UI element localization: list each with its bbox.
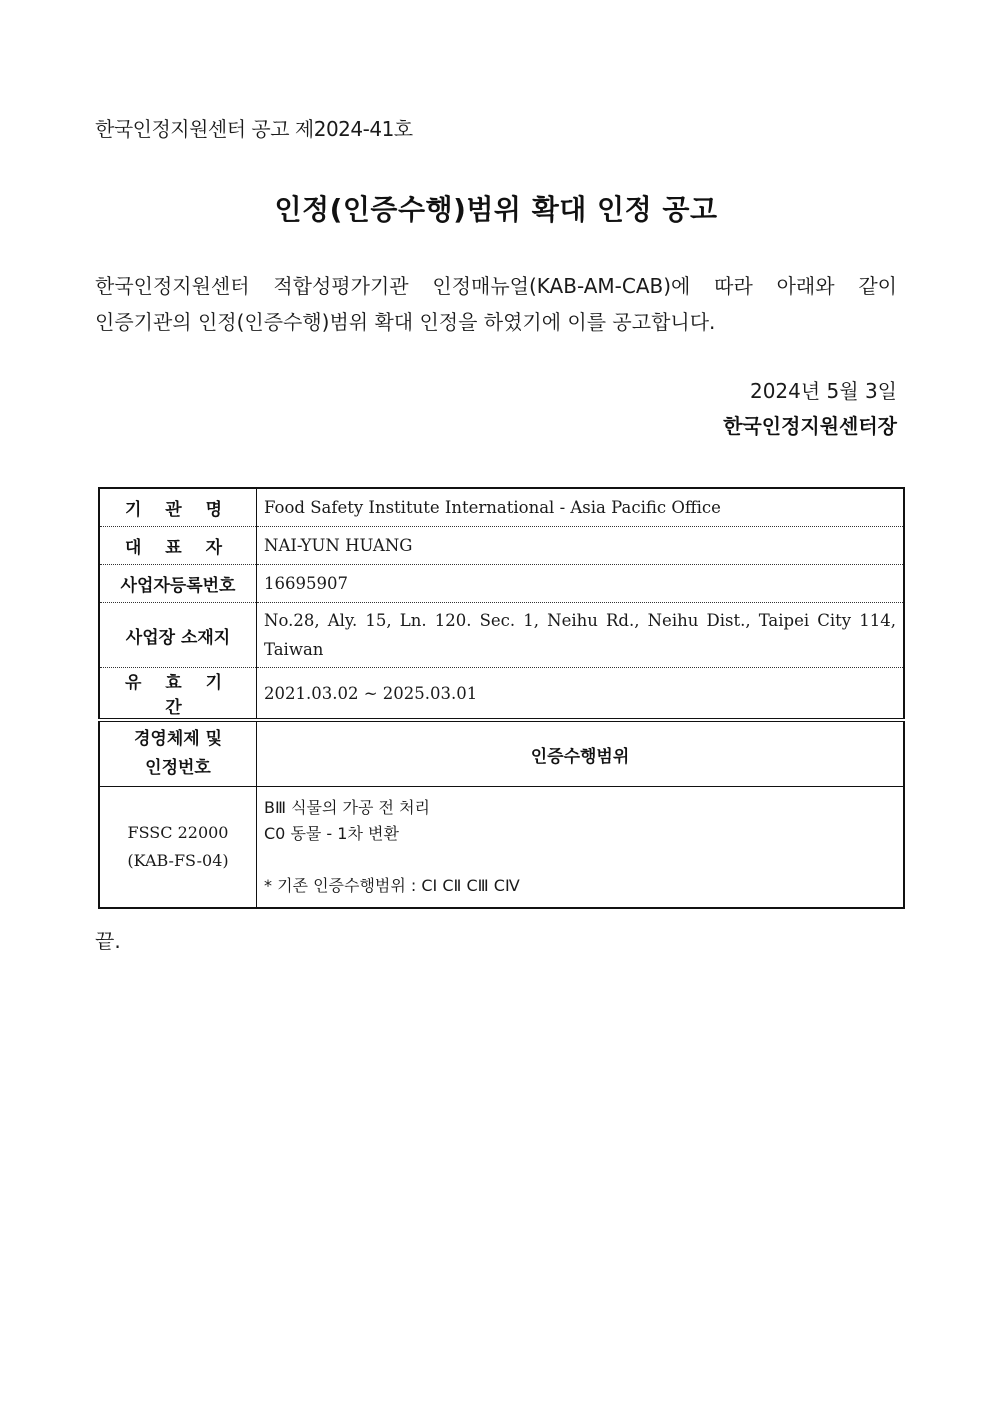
table-row-validity-period [99, 668, 904, 721]
spacer [264, 847, 896, 873]
value-representative: NAI-YUN HUANG [257, 527, 905, 565]
label-management-system-line-1: 경영체제 및 [133, 729, 223, 749]
document-title: 인정(인증수행)범위 확대 인정 공고 [274, 193, 718, 226]
scope-item: BⅢ 식물의 가공 전 처리 [264, 798, 430, 817]
table-row-representative [99, 527, 904, 565]
scope-item: C0 동물 - 1차 변환 [264, 824, 399, 843]
label-organization-name: 기 관 명 [99, 488, 257, 527]
notice-body-line-1: 한국인정지원센터 적합성평가기관 인정매뉴얼(KAB-AM-CAB)에 따라 아래와 같이 [95, 274, 897, 298]
signing-organization: 한국인정지원센터장 [723, 414, 897, 438]
existing-scope-note: * 기존 인증수행범위 : CⅠ CⅡ CⅢ CⅣ [264, 876, 520, 895]
value-business-registration: 16695907 [257, 565, 905, 603]
label-representative: 대 표 자 [99, 527, 257, 565]
label-validity-period: 유 효 기 간 [99, 668, 257, 721]
label-management-system-line-2: 인정번호 [145, 758, 211, 778]
table-row-scope-header [99, 720, 904, 787]
label-management-system [99, 720, 257, 787]
end-mark: 끝. [95, 929, 121, 953]
accreditation-info-table [98, 487, 905, 909]
column-header-certification-scope: 인증수행범위 [257, 720, 905, 787]
label-business-address: 사업장 소재지 [99, 603, 257, 668]
table-row-business-address [99, 603, 904, 668]
notice-body [95, 268, 897, 340]
cert-scheme: FSSC 22000 [127, 823, 229, 842]
value-organization-name: Food Safety Institute International - Asia Pacific Office [257, 488, 905, 527]
table-row-business-registration [99, 565, 904, 603]
value-business-address: No.28, Aly. 15, Ln. 120. Sec. 1, Neihu Rd., Neihu Dist., Taipei City 114, Taiwan [257, 603, 905, 668]
accreditation-number: (KAB-FS-04) [127, 851, 229, 870]
value-validity-period: 2021.03.02 ~ 2025.03.01 [257, 668, 905, 721]
notice-number: 한국인정지원센터 공고 제2024-41호 [95, 117, 413, 141]
cert-scheme-cell [99, 787, 257, 909]
notice-date: 2024년 5월 3일 [749, 379, 897, 403]
table-row-organization-name [99, 488, 904, 527]
notice-body-line-2: 인증기관의 인정(인증수행)범위 확대 인정을 하였기에 이를 공고합니다. [95, 310, 716, 334]
label-business-registration: 사업자등록번호 [99, 565, 257, 603]
scope-cell [257, 787, 905, 909]
table-row-scope [99, 787, 904, 909]
